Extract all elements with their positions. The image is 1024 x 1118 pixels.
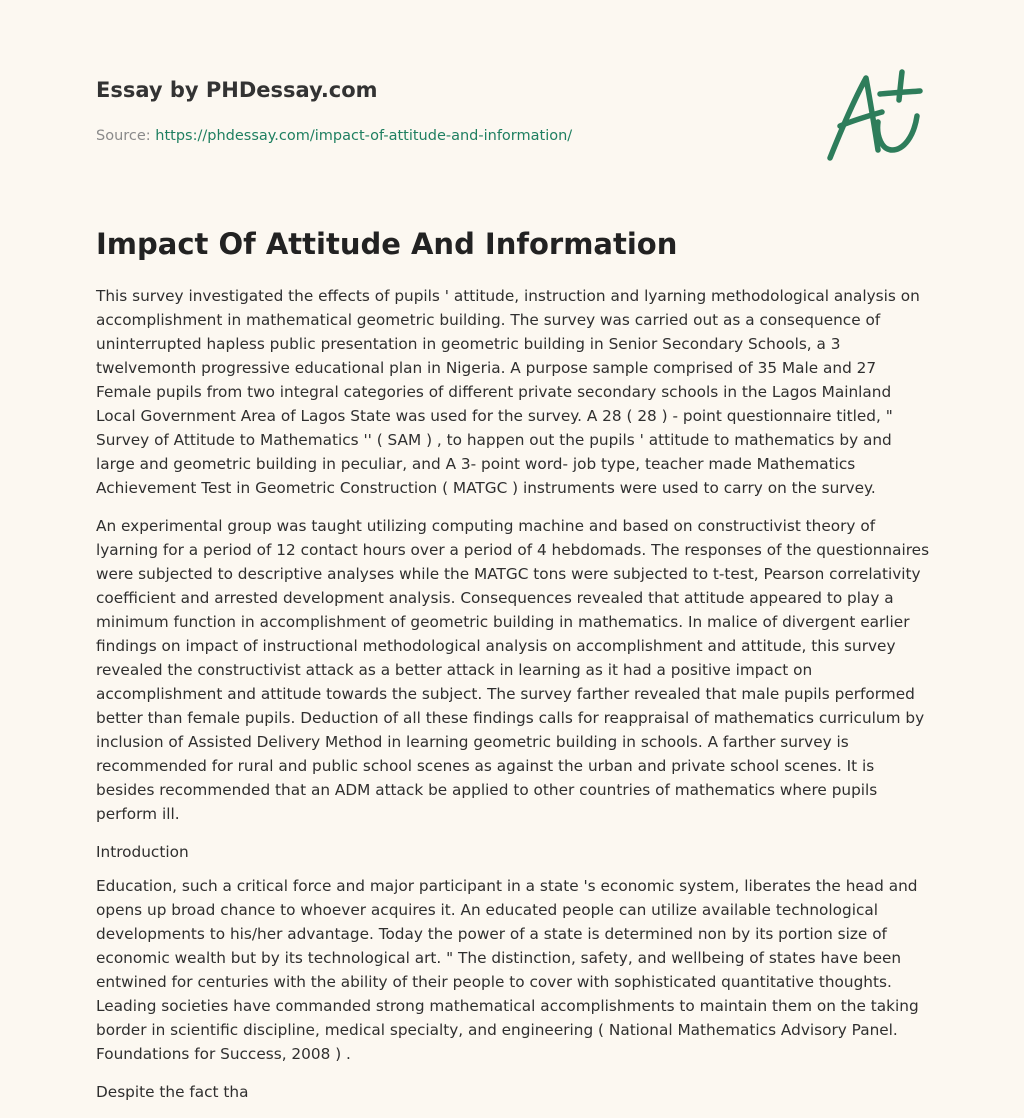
brand-title: Essay by PHDessay.com	[96, 78, 378, 102]
a-plus-grade-icon	[820, 64, 932, 166]
paragraph: An experimental group was taught utilizing computing machine and based on constructivist theory of lyarning for a period of 12 contact hours over a period of 4 hebdomads. The responses of the questionnaires were subjected to descriptive analyses while the MATGC tons were subjected to t-test, Pearson correlativity coefficient and arrested development analysis. Consequences revealed that attitude appeared to play a minimum function in accomplishment of geometric building in mathematics. In malice of divergent earlier findings on impact of instructional methodological analysis on accomplishment and attitude, this survey revealed the constructivist attack as a better attack in learning as it had a positive impact on accomplishment and attitude towards the subject. The survey farther revealed that male pupils performed better than female pupils. Deduction of all these findings calls for reappraisal of mathematics curriculum by inclusion of Assisted Delivery Method in learning geometric building in schools. A farther survey is recommended for rural and public school scenes as against the urban and private school scenes. It is besides recommended that an ADM attack be applied to other countries of mathematics where pupils perform ill.	[96, 517, 930, 823]
essay-title: Impact Of Attitude And Information	[96, 227, 678, 261]
source-label: Source:	[96, 128, 156, 144]
section-heading-introduction: Introduction	[96, 843, 189, 861]
essay-header	[96, 76, 796, 146]
essay-body	[96, 284, 930, 1118]
paragraph-truncated: Despite the fact tha	[96, 1083, 249, 1101]
source-line	[96, 126, 796, 146]
source-link[interactable]: https://phdessay.com/impact-of-attitude-and-information/	[155, 128, 573, 144]
paragraph: This survey investigated the effects of pupils ' attitude, instruction and lyarning methodological analysis on accomplishment in mathematical geometric building. The survey was carried out as a consequence of uninterrupted hapless public presentation in geometric building in Senior Secondary Schools, a 3 twelvemonth progressive educational plan in Nigeria. A purpose sample comprised of 35 Male and 27 Female pupils from two integral categories of different private secondary schools in the Lagos Mainland Local Government Area of Lagos State was used for the survey. A 28 ( 28 ) - point questionnaire titled, " Survey of Attitude to Mathematics '' ( SAM ) , to happen out the pupils ' attitude to mathematics by and large and geometric building in peculiar, and A 3- point word- job type, teacher made Mathematics Achievement Test in Geometric Construction ( MATGC ) instruments were used to carry on the survey.	[96, 287, 920, 497]
paragraph: Education, such a critical force and major participant in a state 's economic system, liberates the head and opens up broad chance to whoever acquires it. An educated people can utilize available technological developments to his/her advantage. Today the power of a state is determined non by its portion size of economic wealth but by its technological art. " The distinction, safety, and wellbeing of states have been entwined for centuries with the ability of their people to cover with sophisticated quantitative thoughts. Leading societies have commanded strong mathematical accomplishments to maintain them on the taking border in scientific discipline, medical specialty, and engineering ( National Mathematics Advisory Panel. Foundations for Success, 2008 ) .	[96, 877, 919, 1063]
